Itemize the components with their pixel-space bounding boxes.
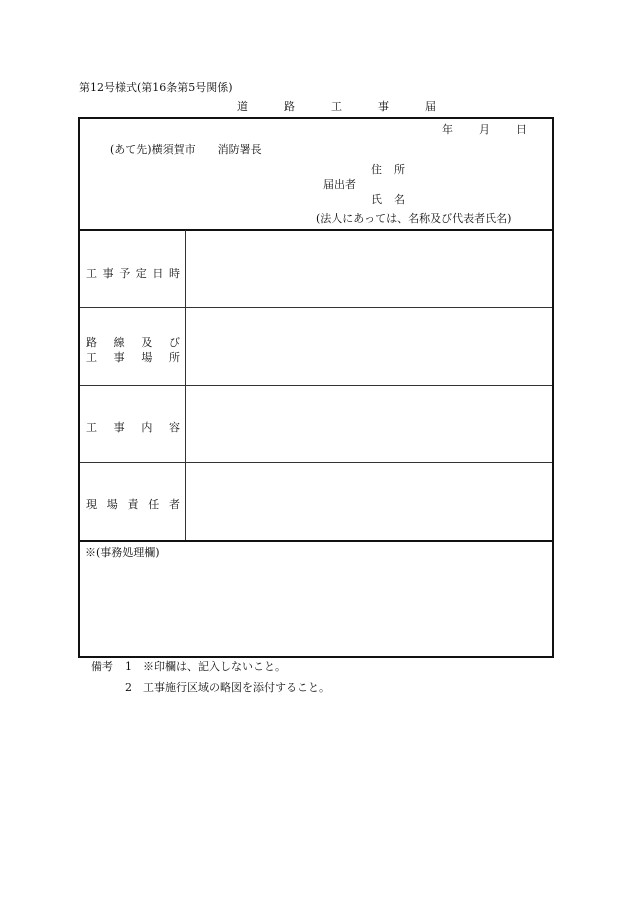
corporate-note: (法人にあっては、名称及び代表者氏名) (316, 212, 512, 225)
divider (80, 462, 552, 463)
year-label: 年 (442, 123, 453, 136)
label-char: 日 (152, 267, 164, 280)
label-char: 場 (141, 351, 153, 364)
remark-number: 2 (125, 681, 132, 694)
label-char: 任 (148, 498, 160, 511)
divider (80, 540, 552, 542)
label-char: 事 (102, 267, 114, 280)
remark-text: ※印欄は、記入しないこと。 (143, 660, 286, 673)
label-char: 責 (127, 498, 139, 511)
remarks-label: 備考 (91, 660, 113, 673)
office-use-label: ※(事務処理欄) (85, 546, 160, 559)
divider (80, 229, 552, 231)
divider (80, 307, 552, 308)
label-char: 内 (141, 421, 153, 434)
form-number: 第12号様式(第16条第5号関係) (79, 81, 233, 94)
label-char: 容 (168, 421, 180, 434)
row-route (86, 334, 180, 350)
applicant-label: 届出者 (323, 178, 356, 191)
label-char: 者 (169, 498, 180, 511)
label-char: 事 (113, 421, 125, 434)
label-char: 時 (168, 267, 180, 280)
form-title (237, 101, 436, 112)
label-char: 線 (113, 336, 125, 349)
label-char: 工 (86, 267, 97, 280)
label-char: 工 (86, 351, 97, 364)
label-char: 予 (119, 267, 131, 280)
label-char: 路 (86, 336, 97, 349)
title-char: 事 (378, 100, 389, 113)
divider (80, 385, 552, 386)
remark-number: 1 (125, 660, 132, 673)
label-char: 定 (135, 267, 147, 280)
label-char: び (168, 336, 180, 349)
row-scheduled-datetime (86, 265, 180, 281)
address-char: 住 (371, 163, 382, 176)
label-char: 場 (106, 498, 118, 511)
title-char: 工 (331, 100, 342, 113)
name-label (371, 194, 405, 205)
address-char: 所 (394, 163, 405, 176)
name-char: 名 (394, 193, 405, 206)
day-label: 日 (516, 123, 527, 136)
label-char: 現 (86, 498, 97, 511)
title-char: 路 (284, 100, 295, 113)
row-site-manager (86, 496, 180, 512)
title-char: 道 (237, 100, 248, 113)
form-table (78, 117, 554, 658)
addressee: (あて先)横須賀市 消防署長 (110, 143, 262, 156)
row-work-content (86, 419, 180, 435)
remark-text: 工事施行区域の略図を添付すること。 (143, 681, 330, 694)
label-char: 工 (86, 421, 97, 434)
date-field[interactable] (442, 124, 527, 135)
name-char: 氏 (371, 193, 382, 206)
label-char: 所 (168, 351, 180, 364)
address-label (371, 164, 405, 175)
label-char: 事 (113, 351, 125, 364)
label-char: 及 (141, 336, 153, 349)
title-char: 届 (425, 100, 436, 113)
month-label: 月 (479, 123, 490, 136)
row-site (86, 349, 180, 365)
